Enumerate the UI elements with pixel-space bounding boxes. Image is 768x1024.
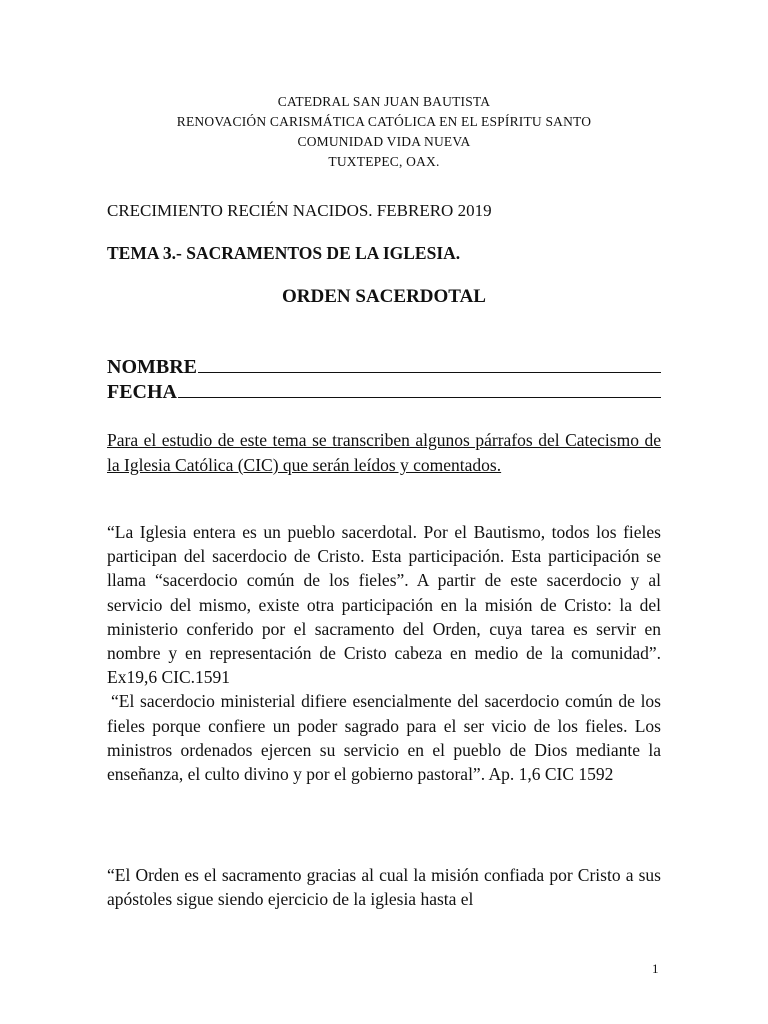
document-title: ORDEN SACERDOTAL bbox=[282, 286, 486, 307]
name-blank-line bbox=[198, 356, 661, 373]
name-field bbox=[107, 356, 661, 379]
body-paragraph-1: “La Iglesia entera es un pueblo sacerdotal. Por el Bautismo, todos los fieles participan del sacerdocio de Cristo. Esta participación. Esta participación se llama “sacerdocio común de los fieles”. A partir de este sacerdocio y al servicio del mismo, existe otra participación en la misión de Cristo: la del ministerio conferido por el sacramento del Orden, cuya tarea es servir en nombre y en representación de Cristo cabeza en medio de la comunidad”. Ex19,6 CIC.1591 bbox=[107, 522, 661, 688]
topic-heading: TEMA 3.- SACRAMENTOS DE LA IGLESIA. bbox=[107, 243, 461, 263]
page-number: 1 bbox=[652, 961, 659, 976]
body-paragraph-2: “El sacerdocio ministerial difiere esencialmente del sacerdocio común de los fieles porque confiere un poder sagrado para el ser vicio de los fieles. Los ministros ordenados ejercen su servicio en el pueblo de Dios mediante la enseñanza, el culto divino y por el gobierno pastoral”. Ap. 1,6 CIC 1592 bbox=[107, 691, 661, 785]
document-subtitle: CRECIMIENTO RECIÉN NACIDOS. FEBRERO 2019 bbox=[107, 201, 492, 220]
body-section bbox=[107, 520, 661, 786]
intro-paragraph: Para el estudio de este tema se transcriben algunos párrafos del Catecismo de la Iglesia Católica (CIC) que serán leídos y comentados. bbox=[107, 430, 661, 475]
header-line-cathedral: CATEDRAL SAN JUAN BAUTISTA bbox=[277, 94, 491, 109]
header-line-renovation: RENOVACIÓN CARISMÁTICA CATÓLICA EN EL ESPÍRITU SANTO bbox=[176, 114, 592, 129]
date-field bbox=[107, 381, 661, 404]
name-field-label: NOMBRE bbox=[107, 356, 197, 378]
body-paragraph-3: “El Orden es el sacramento gracias al cual la misión confiada por Cristo a sus apóstoles sigue siendo ejercicio de la iglesia hasta el bbox=[107, 865, 661, 910]
header-line-community: COMUNIDAD VIDA NUEVA bbox=[297, 134, 471, 149]
header-line-location: TUXTEPEC, OAX. bbox=[328, 154, 440, 169]
date-field-label: FECHA bbox=[107, 381, 177, 403]
document-header bbox=[0, 92, 768, 172]
date-blank-line bbox=[178, 381, 661, 398]
